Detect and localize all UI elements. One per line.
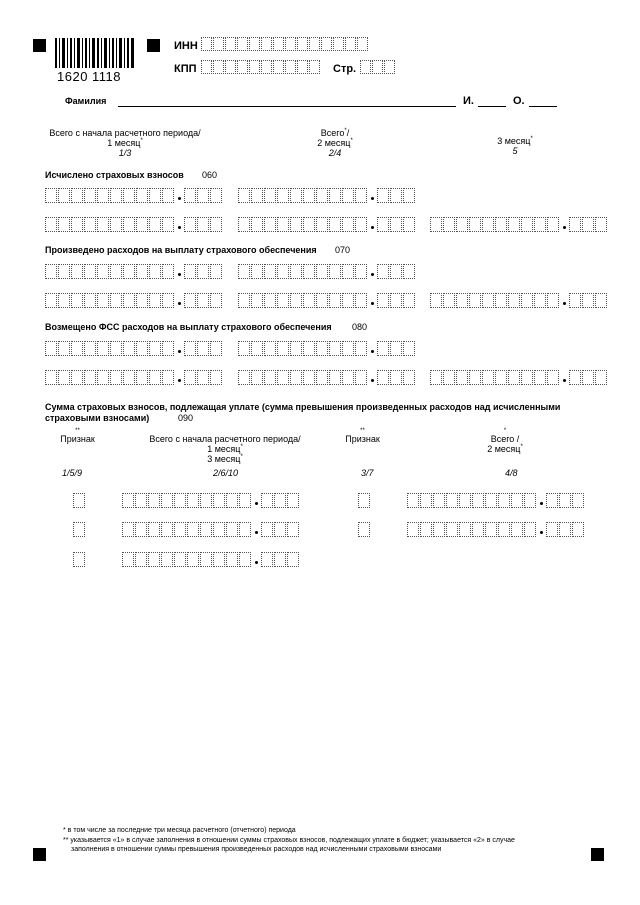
section-090-code: 090 bbox=[178, 413, 194, 423]
field-080-r2-c3[interactable] bbox=[430, 370, 608, 385]
bottom-col2-code: 4/8 bbox=[505, 468, 518, 478]
sign-field-r3-c1[interactable] bbox=[73, 552, 86, 567]
sign-field-r2-c2[interactable] bbox=[358, 522, 371, 537]
initial-i-label: И. bbox=[463, 95, 474, 107]
bottom-col2-header: * Всего / 2 месяц* bbox=[487, 428, 523, 454]
surname-label: Фамилия bbox=[65, 96, 107, 106]
field-060-r2-c2[interactable] bbox=[238, 217, 416, 232]
barcode-number: 1620 1118 bbox=[57, 69, 122, 84]
sign-code-1: 1/5/9 bbox=[62, 468, 83, 478]
section-080-title: Возмещено ФСС расходов на выплату страхового обеспечения bbox=[45, 322, 332, 332]
inn-label: ИНН bbox=[174, 40, 198, 52]
initial-o-label: О. bbox=[513, 95, 525, 107]
footnote-1: * в том числе за последние три месяца расчетного (отчетного) периода bbox=[63, 827, 296, 834]
footnote-2: ** указывается «1» в случае заполнения в отношении суммы страховых взносов, подлежащих уплате в бюджет; указывается «2» в случае заполнения в отношении суммы превышения произведенных расходов над исчисленными страховыми взносами bbox=[63, 837, 515, 853]
section-060-title: Исчислено страховых взносов bbox=[45, 170, 184, 180]
field-090-r2-c1[interactable] bbox=[122, 522, 300, 537]
page-number-field[interactable] bbox=[360, 60, 396, 74]
initial-o-field[interactable] bbox=[529, 106, 557, 107]
field-060-r2-c3[interactable] bbox=[430, 217, 608, 232]
bottom-col1-code: 2/6/10 bbox=[213, 468, 239, 478]
section-080-code: 080 bbox=[352, 322, 368, 332]
section-090-title-line1: Сумма страховых взносов, подлежащая уплате (сумма превышения произведенных расходов над исчисленными bbox=[45, 402, 561, 412]
field-070-r2-c2[interactable] bbox=[238, 293, 416, 308]
col2-header: Всего*/ 2 месяц* 2/4 bbox=[317, 128, 353, 158]
section-060-code: 060 bbox=[202, 170, 218, 180]
field-070-r2-c3[interactable] bbox=[430, 293, 608, 308]
kpp-field[interactable] bbox=[201, 60, 321, 74]
initial-i-field[interactable] bbox=[478, 106, 506, 107]
col3-header: 3 месяц* 5 bbox=[497, 136, 533, 156]
section-070-title: Произведено расходов на выплату страхового обеспечения bbox=[45, 245, 317, 255]
surname-field[interactable] bbox=[118, 106, 456, 107]
corner-marker-top-mid bbox=[147, 39, 160, 52]
sign-field-r1-c2[interactable] bbox=[358, 493, 371, 508]
field-090-r3-c1[interactable] bbox=[122, 552, 300, 567]
col1-header: Всего с начала расчетного периода/ 1 месяц* 1/3 bbox=[49, 128, 201, 158]
field-080-r2-c2[interactable] bbox=[238, 370, 416, 385]
field-090-r1-c1[interactable] bbox=[122, 493, 300, 508]
field-080-r1-c2[interactable] bbox=[238, 341, 416, 356]
field-070-r1-c2[interactable] bbox=[238, 264, 416, 279]
field-060-r1-c1[interactable] bbox=[45, 188, 223, 203]
corner-marker-top-left bbox=[33, 39, 46, 52]
corner-marker-bottom-left bbox=[33, 848, 46, 861]
sign-code-2: 3/7 bbox=[361, 468, 374, 478]
field-090-r1-c2[interactable] bbox=[407, 493, 585, 508]
kpp-label: КПП bbox=[174, 63, 197, 75]
inn-field[interactable] bbox=[201, 37, 369, 51]
field-070-r1-c1[interactable] bbox=[45, 264, 223, 279]
page-label: Стр. bbox=[333, 63, 357, 75]
field-080-r1-c1[interactable] bbox=[45, 341, 223, 356]
section-090-title-line2: страховыми взносами) bbox=[45, 413, 150, 423]
sign-field-r2-c1[interactable] bbox=[73, 522, 86, 537]
field-060-r2-c1[interactable] bbox=[45, 217, 223, 232]
field-070-r2-c1[interactable] bbox=[45, 293, 223, 308]
barcode-image bbox=[55, 38, 135, 72]
field-080-r2-c1[interactable] bbox=[45, 370, 223, 385]
sign-field-r1-c1[interactable] bbox=[73, 493, 86, 508]
field-090-r2-c2[interactable] bbox=[407, 522, 585, 537]
sign-header-2: ** Признак bbox=[345, 428, 380, 444]
corner-marker-bottom-right bbox=[591, 848, 604, 861]
field-060-r1-c2[interactable] bbox=[238, 188, 416, 203]
sign-header-1: ** Признак bbox=[60, 428, 95, 444]
bottom-col1-header: Всего с начала расчетного периода/ 1 месяц* 3 месяц* bbox=[149, 434, 301, 464]
section-070-code: 070 bbox=[335, 245, 351, 255]
